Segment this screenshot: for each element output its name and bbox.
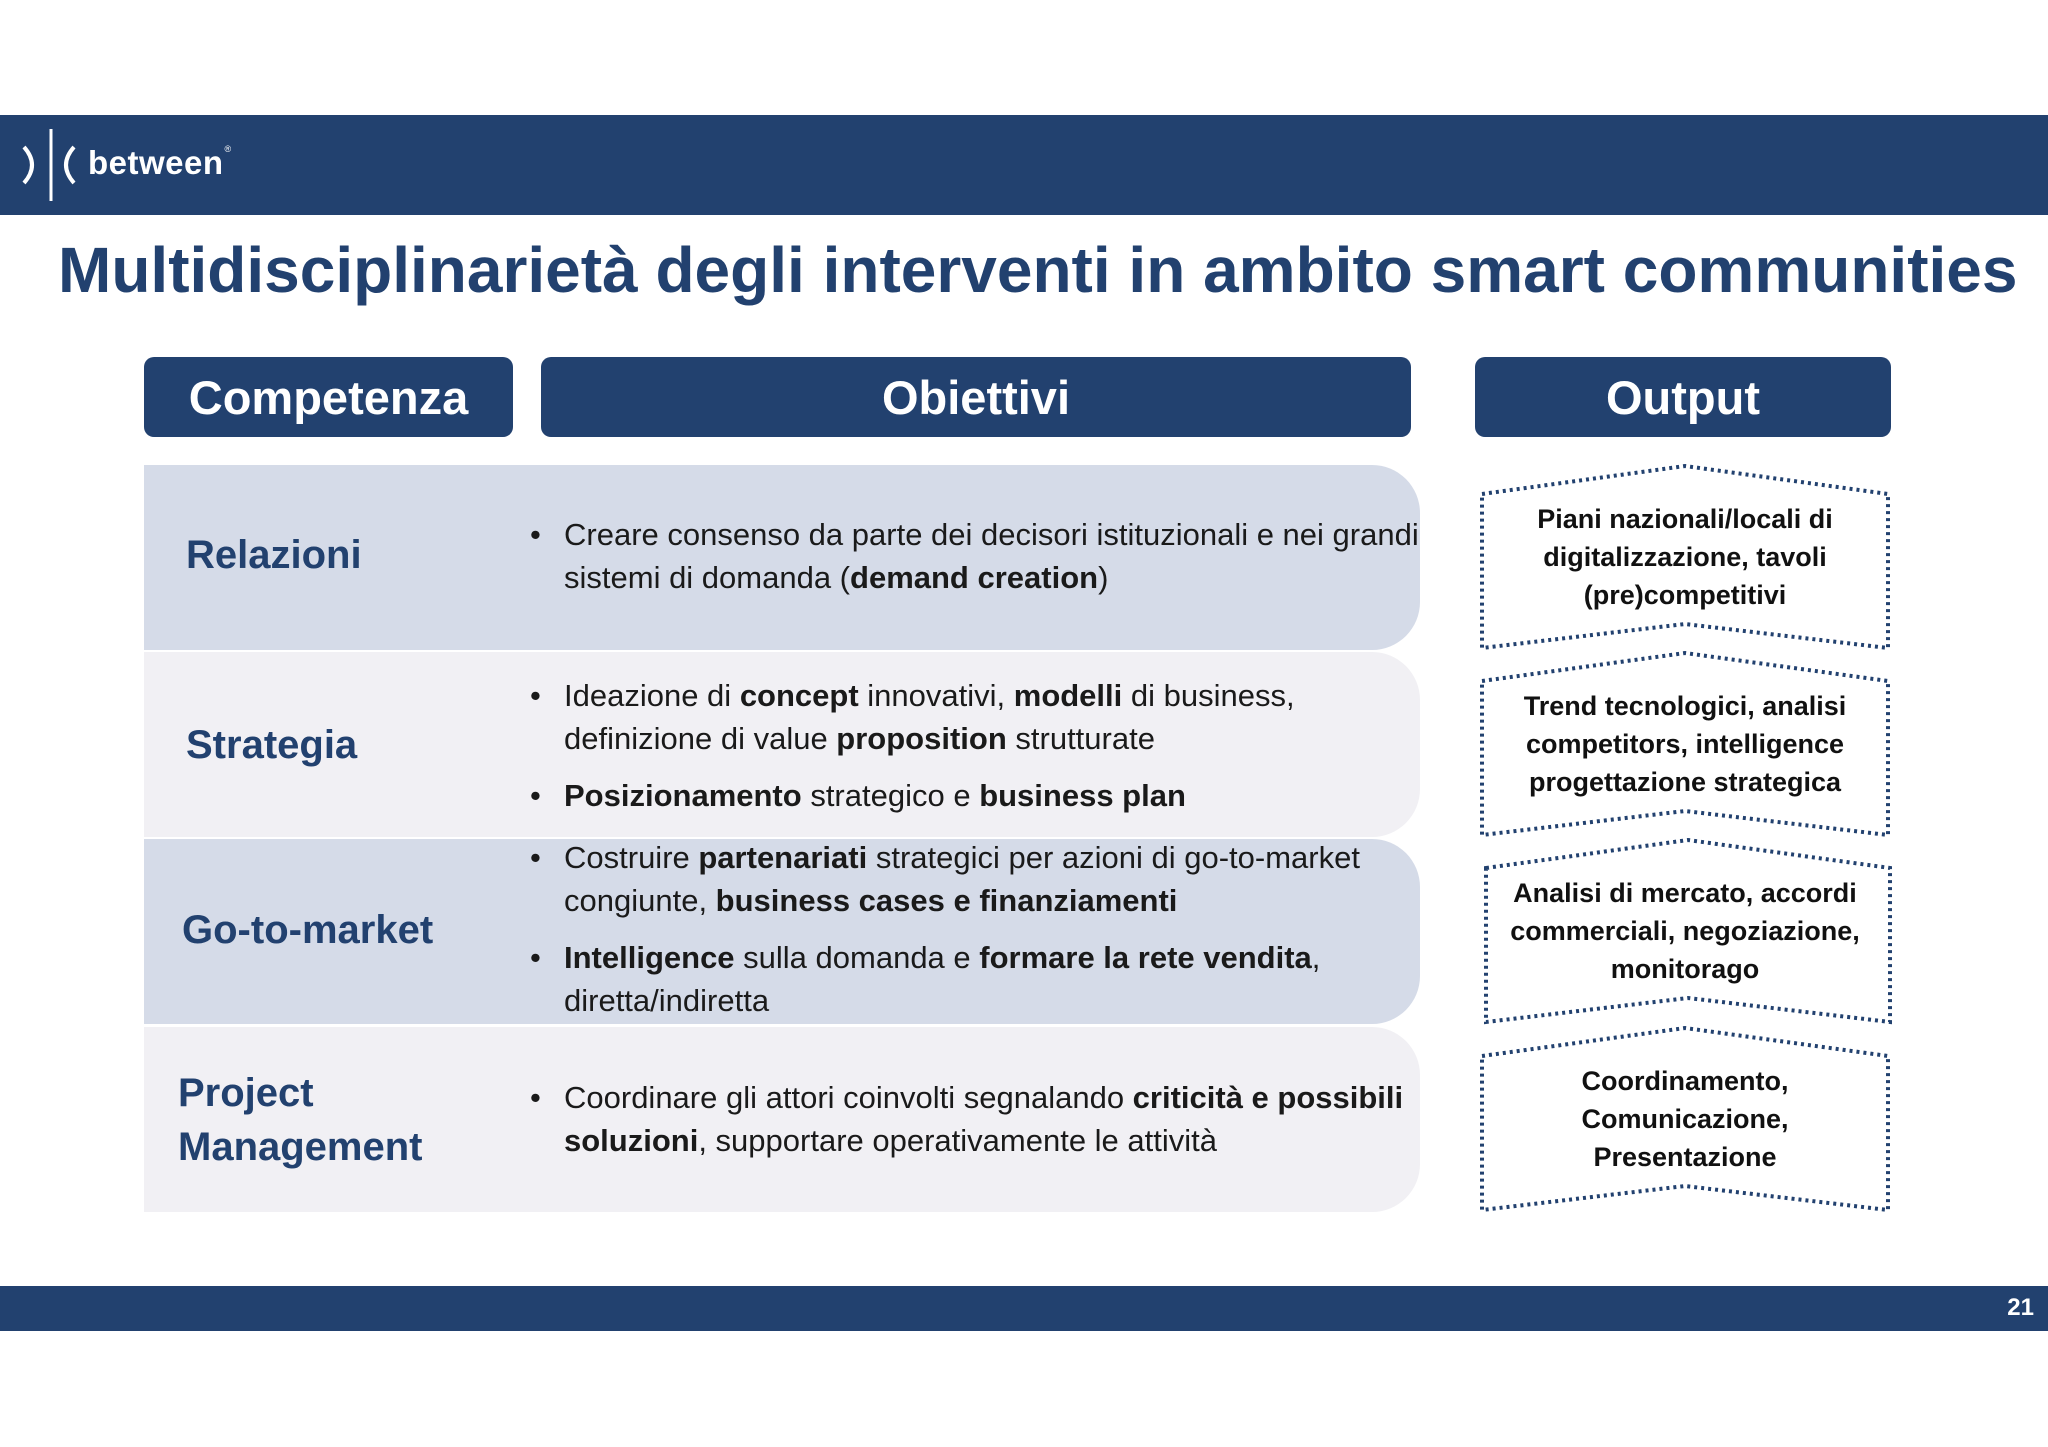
output-line: Coordinamento, xyxy=(1581,1065,1789,1096)
output-line: commerciali, negoziazione, xyxy=(1510,915,1860,946)
bold-text: business cases e finanziamenti xyxy=(715,883,1178,918)
objectives-list xyxy=(530,513,1430,613)
output-line: monitorago xyxy=(1610,953,1760,984)
competenza-label: Go-to-market xyxy=(182,908,434,952)
page-title: Multidisciplinarietà degli interventi in ambito smart communities xyxy=(58,234,2018,306)
objective-bullet xyxy=(530,513,1430,599)
output-line: digitalizzazione, tavoli xyxy=(1543,541,1827,572)
text-run: , supportare operativamente le attività xyxy=(698,1123,1218,1158)
bold-text: concept xyxy=(739,678,859,713)
competenza-line: Project xyxy=(178,1071,314,1115)
output-line: competitors, intelligence xyxy=(1525,728,1845,759)
text-run: strutturate xyxy=(1006,721,1155,756)
bold-text: criticità e possibili soluzioni xyxy=(564,1080,1404,1158)
competenza-label: Relazioni xyxy=(186,533,362,577)
bold-text: formare la rete vendita xyxy=(979,940,1312,975)
output-box xyxy=(1478,462,1892,647)
output-box xyxy=(1478,649,1892,834)
objective-bullet xyxy=(530,774,1430,817)
header-output: Output xyxy=(1475,357,1891,437)
objective-bullet xyxy=(530,836,1430,922)
output-box xyxy=(1478,1024,1892,1209)
output-line: Trend tecnologici, analisi xyxy=(1523,690,1847,721)
text-run: sulla domanda e xyxy=(734,940,980,975)
bold-text: Posizionamento xyxy=(564,778,802,813)
header-competenza: Competenza xyxy=(144,357,513,437)
competenza-label xyxy=(178,1066,423,1174)
header-obiettivi: Obiettivi xyxy=(541,357,1411,437)
objectives-list xyxy=(530,674,1430,831)
output-line: Presentazione xyxy=(1593,1141,1777,1172)
text-run: strategico e xyxy=(801,778,980,813)
output-line: Piani nazionali/locali di xyxy=(1537,503,1833,534)
bold-text: modelli xyxy=(1013,678,1123,713)
output-text xyxy=(1498,480,1872,633)
text-run: di business, definizione di value xyxy=(564,678,1295,756)
objectives-list xyxy=(530,1076,1430,1176)
output-line: progettazione strategica xyxy=(1528,766,1842,797)
output-text xyxy=(1498,667,1872,820)
text-run: Ideazione di xyxy=(564,678,740,713)
output-text xyxy=(1498,1042,1872,1195)
header-bar xyxy=(0,115,2048,215)
text-run: ) xyxy=(1098,560,1109,595)
text-run: innovativi, xyxy=(858,678,1014,713)
bold-text: Intelligence xyxy=(564,940,735,975)
objective-bullet xyxy=(530,1076,1430,1162)
text-run: Costruire xyxy=(564,840,699,875)
output-line: (pre)competitivi xyxy=(1583,579,1787,610)
between-logo-icon xyxy=(18,125,84,205)
output-text xyxy=(1498,854,1872,1007)
output-line: Analisi di mercato, accordi xyxy=(1513,877,1857,908)
text-run: Coordinare gli attori coinvolti segnalando xyxy=(564,1080,1133,1115)
bold-text: business plan xyxy=(979,778,1186,813)
between-logo xyxy=(18,125,232,205)
objective-bullet xyxy=(530,936,1430,1022)
output-line: Comunicazione, xyxy=(1581,1103,1789,1134)
objectives-list xyxy=(530,836,1430,1036)
text-run: , diretta/indiretta xyxy=(564,940,1321,1018)
objective-bullet xyxy=(530,674,1430,760)
bold-text: proposition xyxy=(836,721,1007,756)
bold-text: partenariati xyxy=(698,840,868,875)
output-box xyxy=(1478,836,1892,1021)
logo-text: between® xyxy=(88,144,232,181)
text-run: strategici per azioni di go-to-market congiunte, xyxy=(564,840,1360,918)
footer-bar xyxy=(0,1286,2048,1331)
bold-text: demand creation xyxy=(850,560,1099,595)
competenza-label: Strategia xyxy=(186,723,358,767)
text-run: Creare consenso da parte dei decisori istituzionali e nei grandi sistemi di domanda ( xyxy=(564,517,1419,595)
competenza-line: Management xyxy=(178,1125,423,1169)
page-number: 21 xyxy=(2007,1294,2034,1321)
